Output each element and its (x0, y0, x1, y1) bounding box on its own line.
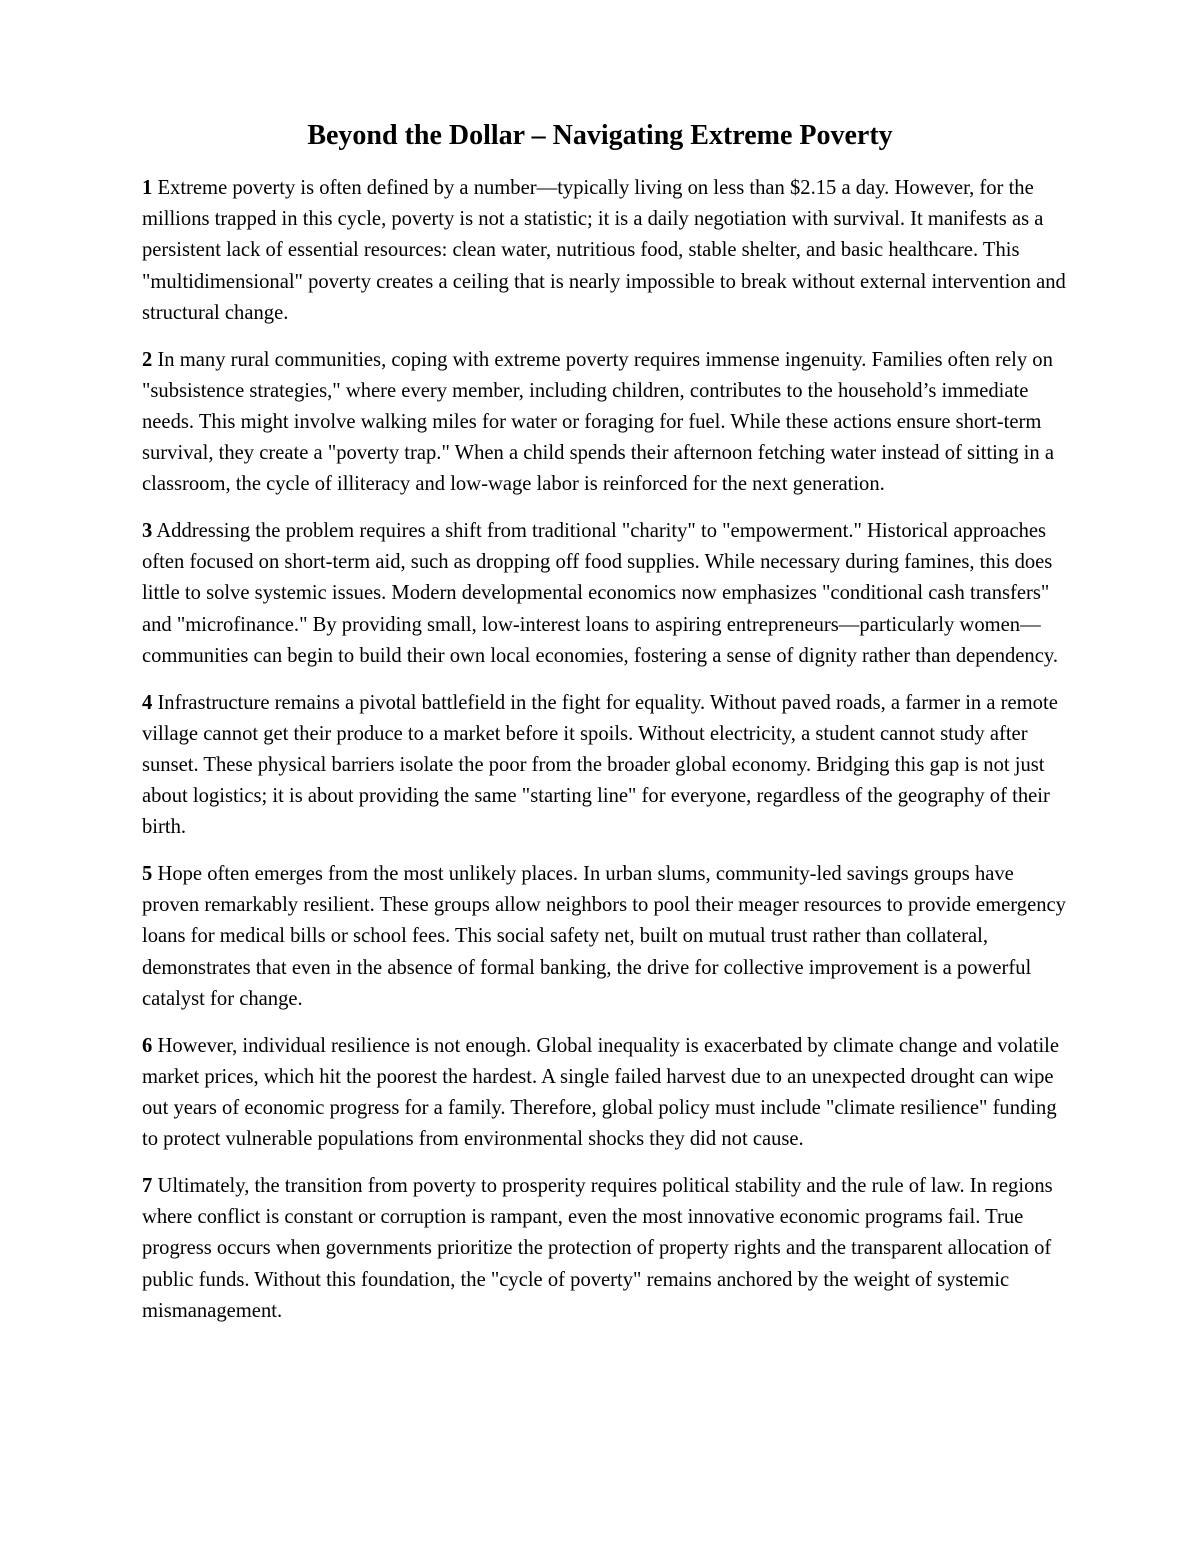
paragraph-7 (142, 1171, 1066, 1327)
paragraph-text: Ultimately, the transition from poverty to prosperity requires political stability and the rule of law. In regions where conflict is constant or corruption is rampant, even the most innovative economic programs fail. True progress occurs when governments prioritize the protection of property rights and the transparent allocation of public funds. Without this foundation, the "cycle of poverty" remains anchored by the weight of systemic mismanagement. (142, 1174, 1053, 1322)
paragraph-text: Infrastructure remains a pivotal battlefield in the fight for equality. Without paved roads, a farmer in a remote village cannot get their produce to a market before it spoils. Without electricity, a student cannot study after sunset. These physical barriers isolate the poor from the broader global economy. Bridging this gap is not just about logistics; it is about providing the same "starting line" for everyone, regardless of the geography of their birth. (142, 691, 1058, 839)
paragraph-number: 2 (142, 348, 153, 371)
paragraph-number: 4 (142, 691, 153, 714)
paragraph-6 (142, 1031, 1066, 1156)
paragraph-number: 3 (142, 520, 153, 543)
paragraph-2 (142, 345, 1066, 501)
paragraph-3 (142, 516, 1066, 672)
paragraph-number: 5 (142, 863, 153, 886)
paragraph-1 (142, 173, 1066, 329)
paragraph-text: Extreme poverty is often defined by a number—typically living on less than $2.15 a day. However, for the millions trapped in this cycle, poverty is not a statistic; it is a daily negotiation with survival. It manifests as a persistent lack of essential resources: clean water, nutritious food, stable shelter, and basic healthcare. This "multidimensional" poverty creates a ceiling that is nearly impossible to break without external intervention and structural change. (142, 177, 1066, 324)
document-body (142, 173, 1066, 1342)
paragraph-text: Addressing the problem requires a shift from traditional "charity" to "empowerment." Historical approaches often focused on short-term aid, such as dropping off food supplies. While necessary during famines, this does little to solve systemic issues. Modern developmental economics now emphasizes "conditional cash transfers" and "microfinance." By providing small, low-interest loans to aspiring entrepreneurs—particularly women—communities can begin to build their own local economies, fostering a sense of dignity rather than dependency. (142, 520, 1058, 667)
paragraph-number: 7 (142, 1174, 153, 1197)
paragraph-4 (142, 688, 1066, 844)
paragraph-number: 1 (142, 177, 153, 199)
paragraph-text: Hope often emerges from the most unlikely places. In urban slums, community-led savings groups have proven remarkably resilient. These groups allow neighbors to pool their meager resources to provide emergency loans for medical bills or school fees. This social safety net, built on mutual trust rather than collateral, demonstrates that even in the absence of formal banking, the drive for collective improvement is a powerful catalyst for change. (142, 863, 1066, 1010)
paragraph-text: In many rural communities, coping with extreme poverty requires immense ingenuity. Families often rely on "subsistence strategies," where every member, including children, contributes to the household’s immediate needs. This might involve walking miles for water or foraging for fuel. While these actions ensure short-term survival, they create a "poverty trap." When a child spends their afternoon fetching water instead of sitting in a classroom, the cycle of illiteracy and low-wage labor is reinforced for the next generation. (142, 348, 1054, 496)
paragraph-number: 6 (142, 1034, 153, 1057)
document-title: Beyond the Dollar – Navigating Extreme Poverty (307, 120, 893, 151)
paragraph-5 (142, 859, 1066, 1015)
paragraph-text: However, individual resilience is not enough. Global inequality is exacerbated by climate change and volatile market prices, which hit the poorest the hardest. A single failed harvest due to an unexpected drought can wipe out years of economic progress for a family. Therefore, global policy must include "climate resilience" funding to protect vulnerable populations from environmental shocks they did not cause. (142, 1034, 1060, 1151)
